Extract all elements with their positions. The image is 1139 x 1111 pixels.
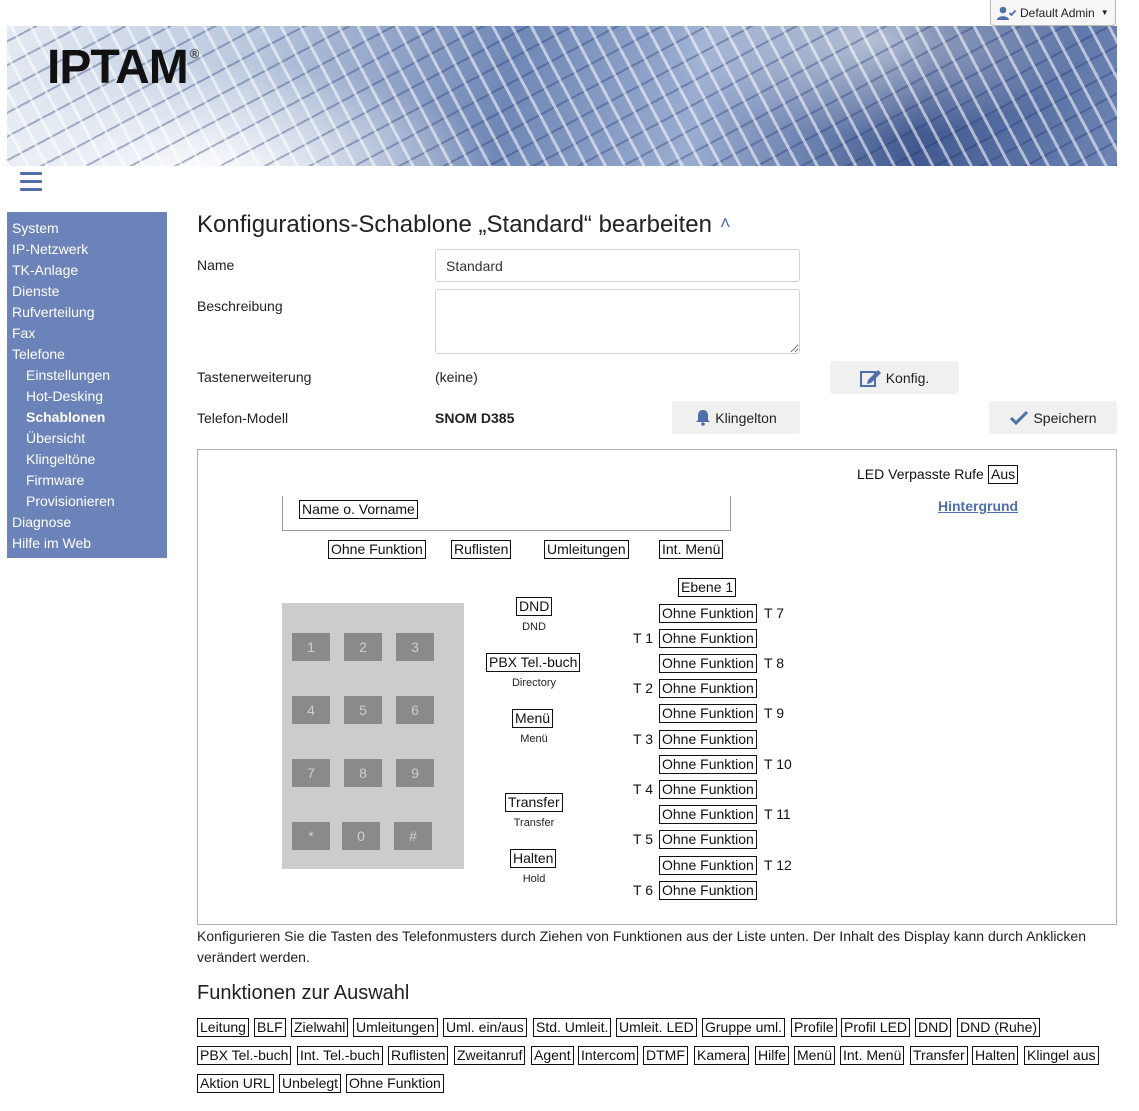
key-extension-value: (keine): [435, 369, 478, 385]
function-key-t3[interactable]: Ohne Funktion: [659, 730, 757, 749]
function-key-label: T 5: [633, 831, 653, 847]
function-key-t4[interactable]: Ohne Funktion: [659, 780, 757, 799]
function-key-t1[interactable]: Ohne Funktion: [659, 629, 757, 648]
sidebar: [7, 212, 167, 558]
led-missed-calls-toggle[interactable]: Aus: [988, 465, 1018, 484]
display-name-field[interactable]: Name o. Vorname: [299, 500, 418, 519]
function-key-label: T 8: [764, 655, 784, 671]
keypad-key[interactable]: 7: [292, 759, 330, 787]
keypad-key[interactable]: 0: [342, 822, 380, 850]
function-chip[interactable]: Std. Umleit.: [533, 1018, 611, 1037]
keypad-key[interactable]: 1: [292, 633, 330, 661]
function-chip[interactable]: Ruflisten: [388, 1046, 448, 1065]
keypad-key[interactable]: *: [292, 822, 330, 850]
config-button-label: Konfig.: [885, 369, 930, 386]
user-menu-label: Default Admin: [1020, 5, 1095, 20]
key-extension-label: Tastenerweiterung: [197, 369, 312, 385]
function-key-t6[interactable]: Ohne Funktion: [659, 881, 757, 900]
keypad-key[interactable]: 9: [396, 759, 434, 787]
function-key-label: T 11: [764, 806, 791, 822]
sidebar-item-klingeltoene[interactable]: Klingeltöne: [26, 451, 96, 467]
function-key-label: T 2: [633, 680, 653, 696]
function-chip[interactable]: Halten: [972, 1046, 1018, 1065]
function-chip[interactable]: Profil LED: [841, 1018, 910, 1037]
save-button-label: Speichern: [1033, 409, 1097, 426]
side-key-transfer[interactable]: Transfer: [505, 793, 563, 812]
side-key-caption: DND: [522, 621, 546, 633]
function-chip[interactable]: Profile: [791, 1018, 837, 1037]
sidebar-item-hilfe-im-web[interactable]: Hilfe im Web: [12, 535, 92, 551]
keypad: [282, 603, 464, 869]
function-key-t12[interactable]: Ohne Funktion: [659, 856, 757, 875]
function-chip[interactable]: Int. Menü: [840, 1046, 904, 1065]
functions-title: Funktionen zur Auswahl: [197, 982, 410, 1004]
menu-toggle-icon[interactable]: [20, 172, 42, 192]
function-key-t10[interactable]: Ohne Funktion: [659, 755, 757, 774]
function-chip[interactable]: Int. Tel.-buch: [297, 1046, 383, 1065]
function-chip[interactable]: Zweitanruf: [454, 1046, 525, 1065]
user-check-icon: [997, 6, 1017, 20]
softkey-4[interactable]: Int. Menü: [659, 540, 723, 559]
keypad-key[interactable]: 2: [344, 633, 382, 661]
function-key-label: T 1: [633, 630, 653, 646]
bell-icon: [695, 409, 711, 426]
function-chip[interactable]: Agent: [531, 1046, 574, 1065]
sidebar-item-firmware[interactable]: Firmware: [26, 472, 85, 488]
description-label: Beschreibung: [197, 298, 283, 314]
config-button[interactable]: [830, 361, 959, 394]
function-key-label: T 3: [633, 731, 653, 747]
checkmark-icon: [1009, 410, 1029, 426]
sidebar-item-rufverteilung[interactable]: Rufverteilung: [12, 304, 95, 320]
logo: IPTAM ®: [47, 41, 199, 94]
function-key-t2[interactable]: Ohne Funktion: [659, 679, 757, 698]
help-text: Konfigurieren Sie die Tasten des Telefonmusters durch Ziehen von Funktionen aus der Liste unten. Der Inhalt des Display kann durch Anklicken verändert werden.: [197, 928, 1087, 965]
side-key-caption: Menü: [520, 733, 548, 745]
function-chip[interactable]: BLF: [254, 1018, 286, 1037]
softkey-1[interactable]: Ohne Funktion: [328, 540, 426, 559]
led-missed-calls-label: LED Verpasste Rufe: [857, 466, 984, 482]
function-key-label: T 6: [633, 882, 653, 898]
function-chip[interactable]: Umleitungen: [353, 1018, 438, 1037]
keypad-key[interactable]: 4: [292, 696, 330, 724]
name-input[interactable]: [435, 249, 800, 282]
description-textarea[interactable]: [435, 289, 800, 354]
side-key-caption: Transfer: [513, 817, 555, 829]
user-menu-button[interactable]: [990, 0, 1116, 26]
function-chip[interactable]: Uml. ein/aus: [443, 1018, 527, 1037]
function-chip[interactable]: Transfer: [910, 1046, 968, 1065]
sidebar-item-provisionieren[interactable]: Provisionieren: [26, 493, 115, 509]
header-banner: [7, 26, 1117, 166]
sidebar-item-uebersicht[interactable]: Übersicht: [26, 430, 86, 446]
keypad-key[interactable]: 6: [396, 696, 434, 724]
side-key-dnd[interactable]: DND: [516, 597, 552, 616]
function-key-label: T 10: [764, 756, 792, 772]
sidebar-item-tk-anlage[interactable]: TK-Anlage: [12, 262, 79, 278]
function-key-t7[interactable]: Ohne Funktion: [659, 604, 757, 623]
function-chip[interactable]: Hilfe: [755, 1046, 789, 1065]
function-key-label: T 9: [764, 705, 784, 721]
sidebar-item-diagnose[interactable]: Diagnose: [12, 514, 72, 530]
keypad-key[interactable]: 3: [396, 633, 434, 661]
function-key-t5[interactable]: Ohne Funktion: [659, 830, 757, 849]
sidebar-item-ip-netzwerk[interactable]: IP-Netzwerk: [12, 241, 89, 257]
function-key-label: T 12: [764, 857, 792, 873]
function-chip[interactable]: Unbelegt: [279, 1074, 341, 1093]
sidebar-item-schablonen[interactable]: Schablonen: [26, 409, 106, 425]
function-key-t9[interactable]: Ohne Funktion: [659, 704, 757, 723]
ringtone-button[interactable]: [672, 401, 800, 434]
function-key-label: T 4: [633, 781, 653, 797]
model-label: Telefon-Modell: [197, 410, 289, 426]
keypad-key[interactable]: 5: [344, 696, 382, 724]
level-selector[interactable]: Ebene 1: [678, 578, 736, 597]
side-key-menu[interactable]: Menü: [512, 709, 553, 728]
function-key-label: T 7: [764, 605, 784, 621]
function-chip[interactable]: DND (Ruhe): [957, 1018, 1040, 1037]
side-key-caption: Hold: [522, 873, 546, 885]
sidebar-item-fax[interactable]: Fax: [12, 325, 36, 341]
caret-down-icon: ▼: [1100, 8, 1109, 17]
sidebar-item-system[interactable]: System: [12, 220, 59, 236]
side-key-caption: Directory: [511, 677, 556, 689]
function-chip[interactable]: DND: [915, 1018, 951, 1037]
sidebar-item-dienste[interactable]: Dienste: [12, 283, 60, 299]
function-chip[interactable]: Menü: [794, 1046, 835, 1065]
sidebar-item-telefone[interactable]: Telefone: [12, 346, 65, 362]
function-key-t8[interactable]: Ohne Funktion: [659, 654, 757, 673]
softkey-3[interactable]: Umleitungen: [544, 540, 629, 559]
softkey-2[interactable]: Ruflisten: [451, 540, 511, 559]
edit-icon: [860, 369, 882, 387]
function-chip[interactable]: Klingel aus: [1024, 1046, 1099, 1065]
ringtone-button-label: Klingelton: [715, 409, 777, 426]
function-chip[interactable]: Intercom: [578, 1046, 638, 1065]
page-title: Konfigurations-Schablone „Standard“ bearbeiten ˄: [197, 211, 731, 238]
sidebar-item-hot-desking[interactable]: Hot-Desking: [26, 388, 104, 404]
function-chip[interactable]: Aktion URL: [197, 1074, 274, 1093]
model-value: SNOM D385: [435, 410, 515, 426]
side-key-hold[interactable]: Halten: [510, 849, 556, 868]
name-label: Name: [197, 257, 235, 273]
function-chip[interactable]: Zielwahl: [291, 1018, 348, 1037]
function-chip[interactable]: DTMF: [643, 1046, 688, 1065]
function-chip[interactable]: PBX Tel.-buch: [197, 1046, 291, 1065]
function-chip[interactable]: Gruppe uml.: [702, 1018, 785, 1037]
keypad-key[interactable]: #: [394, 822, 432, 850]
sidebar-item-einstellungen[interactable]: Einstellungen: [26, 367, 111, 383]
function-key-t11[interactable]: Ohne Funktion: [659, 805, 757, 824]
side-key-directory[interactable]: PBX Tel.-buch: [486, 653, 580, 672]
function-chip[interactable]: Kamera: [694, 1046, 749, 1065]
keypad-key[interactable]: 8: [344, 759, 382, 787]
save-button[interactable]: [989, 401, 1117, 434]
function-chip[interactable]: Umleit. LED: [616, 1018, 697, 1037]
function-chip[interactable]: Ohne Funktion: [346, 1074, 444, 1093]
chevron-up-icon[interactable]: ˄: [720, 213, 731, 233]
function-chip[interactable]: Leitung: [197, 1018, 249, 1037]
background-link[interactable]: Hintergrund: [938, 498, 1019, 514]
